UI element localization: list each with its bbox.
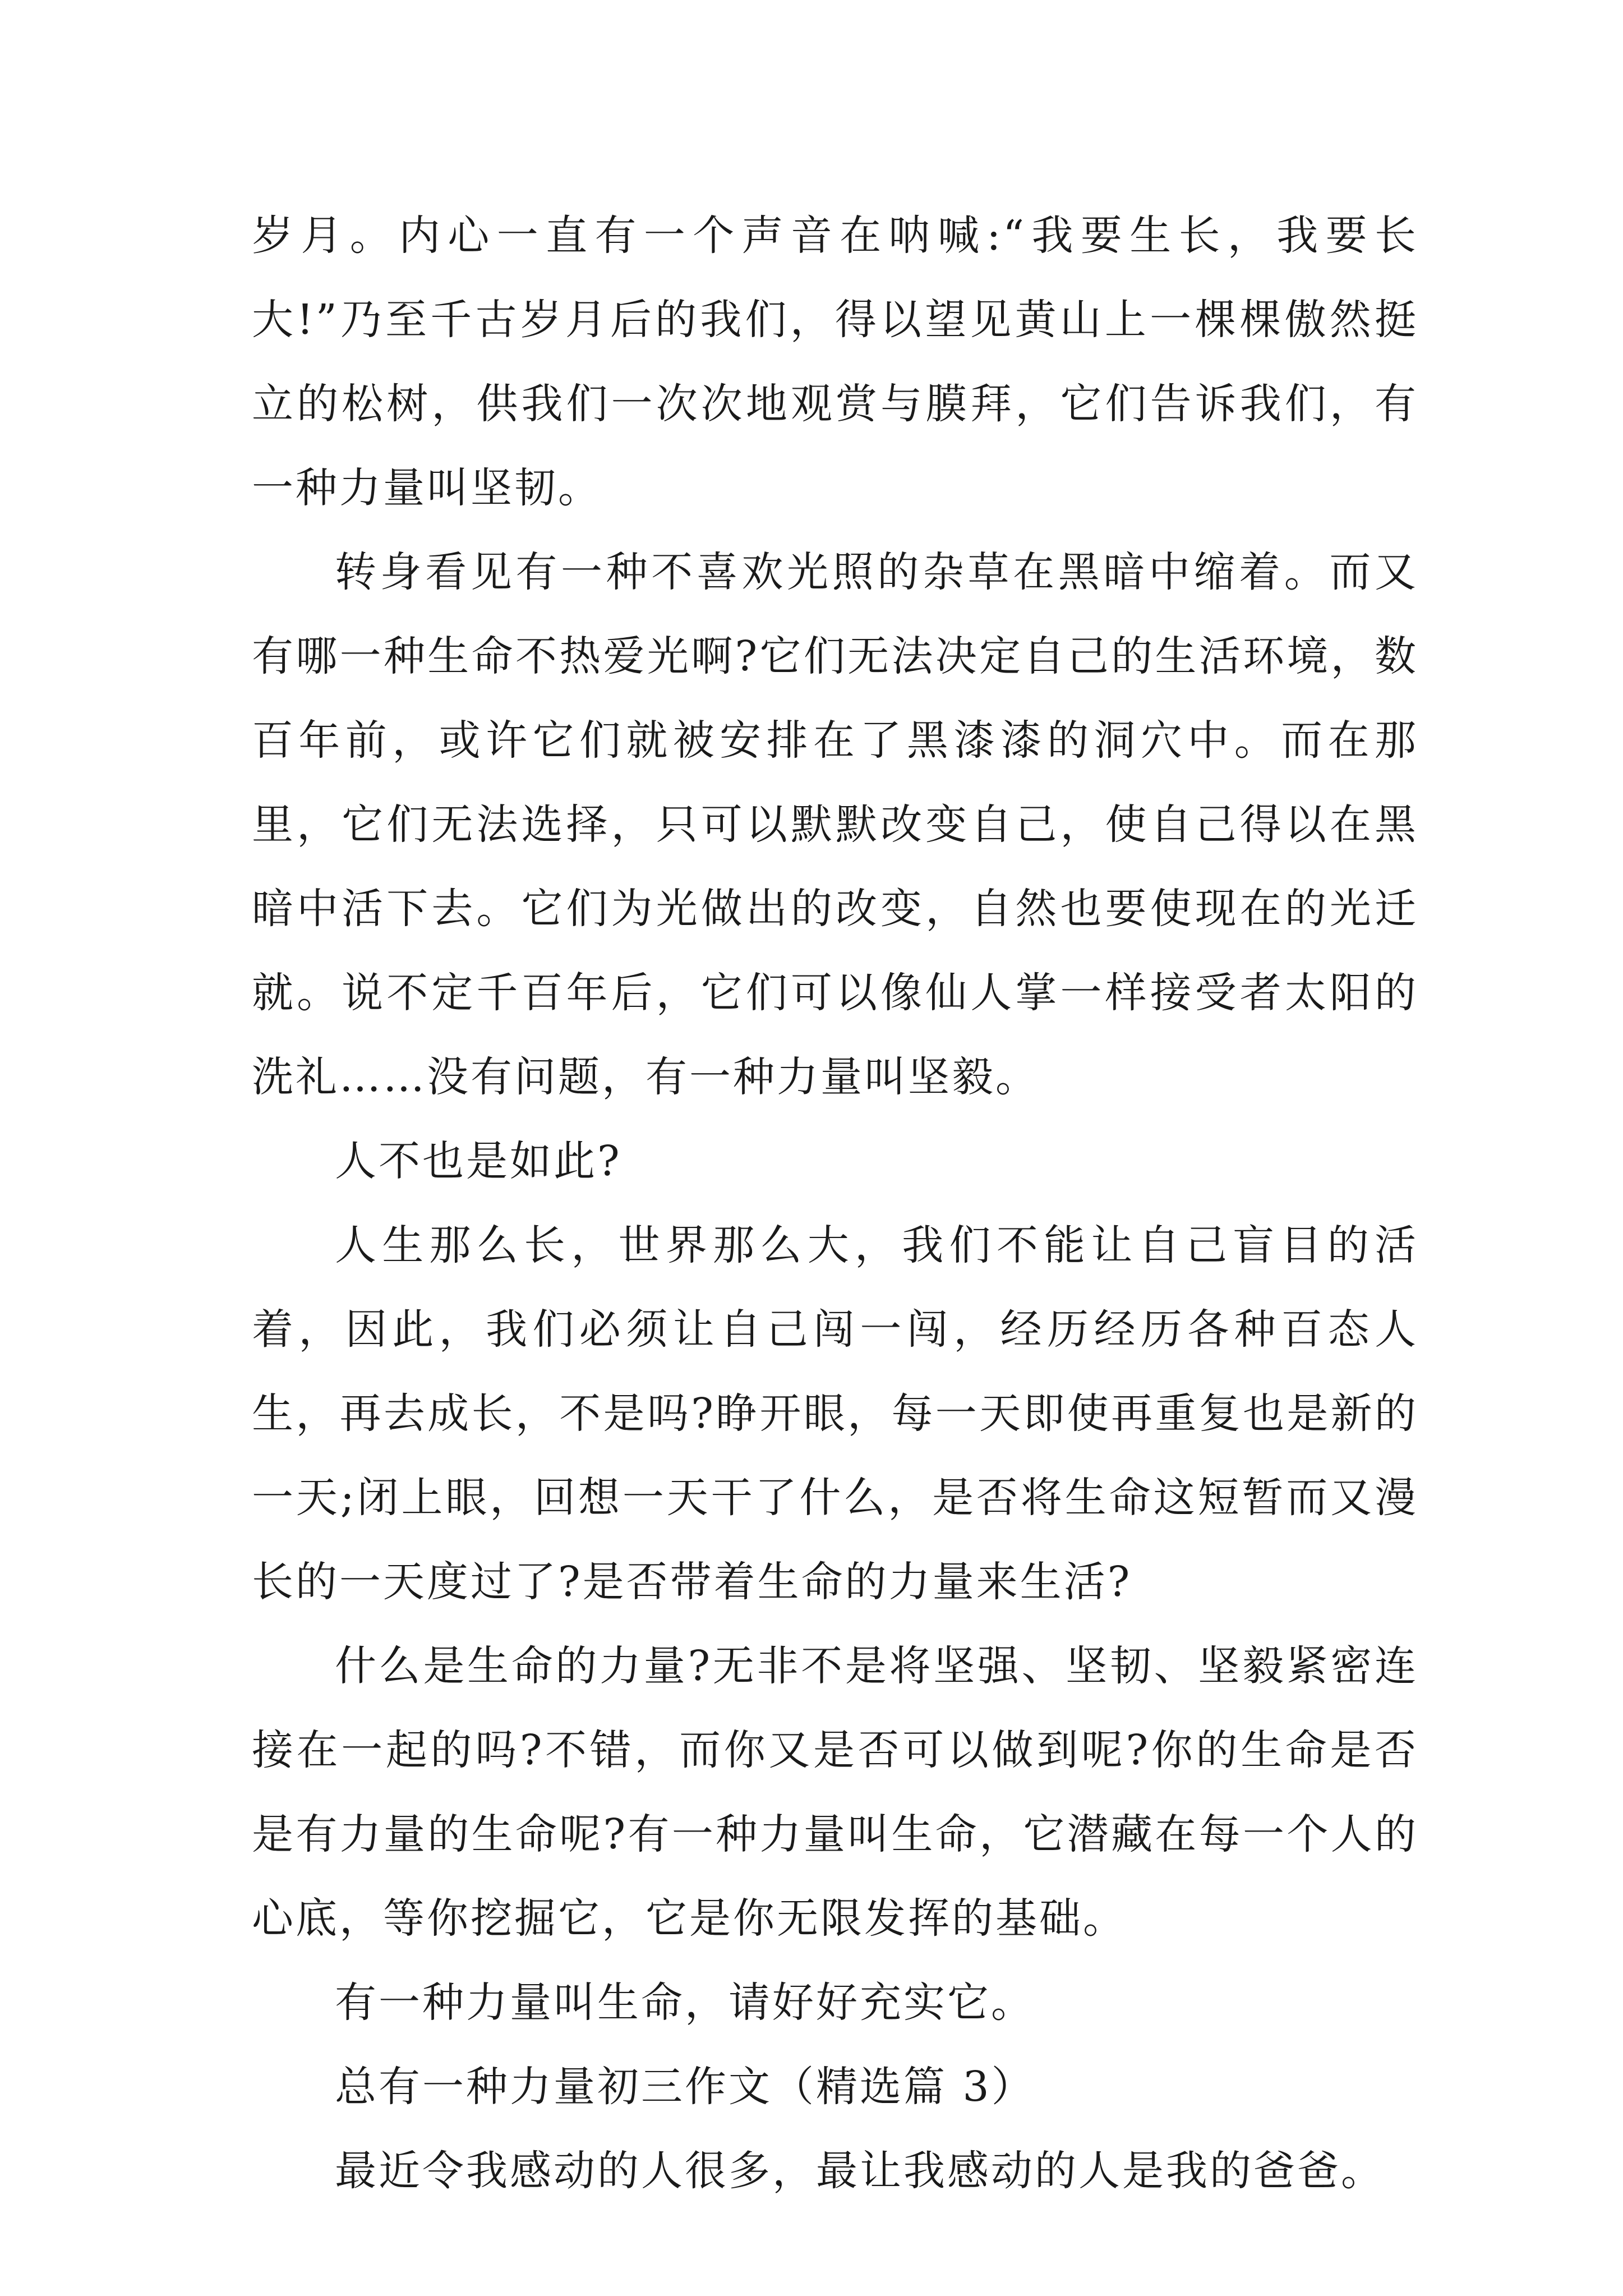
paragraph: 有一种力量叫生命，请好好充实它。 [335, 1978, 1035, 2027]
document-body [252, 194, 1418, 2213]
paragraph: 最近令我感动的人很多，最让我感动的人是我的爸爸。 [335, 2147, 1385, 2195]
paragraph: 人不也是如此? [335, 1137, 622, 1185]
paragraph-continuation: 岁月。内心一直有一个声音在呐喊:“我要生长，我要长大!”乃至千古岁月后的我们，得以望见黄山上一棵棵傲然挺立的松树，供我们一次次地观赏与膜拜，它们告诉我们，有一种力量叫坚韧。 [252, 211, 1418, 512]
section-heading: 总有一种力量初三作文（精选篇 3） [335, 2063, 1035, 2111]
paragraph: 转身看见有一种不喜欢光照的杂草在黑暗中缩着。而又有哪一种生命不热爱光啊?它们无法决定自己的生活环境，数百年前，或许它们就被安排在了黑漆漆的洞穴中。而在那里，它们无法选择，只可以默默改变自己，使自己得以在黑暗中活下去。它们为光做出的改变，自然也要使现在的光迁就。说不定千百年后，它们可以像仙人掌一样接受者太阳的洗礼……没有问题，有一种力量叫坚毅。 [252, 548, 1418, 1101]
paragraph: 什么是生命的力量?无非不是将坚强、坚韧、坚毅紧密连接在一起的吗?不错，而你又是否可以做到呢?你的生命是否是有力量的生命呢?有一种力量叫生命，它潜藏在每一个人的心底，等你挖掘它，它是你无限发挥的基础。 [252, 1642, 1418, 1943]
paragraph: 人生那么长，世界那么大，我们不能让自己盲目的活着，因此，我们必须让自己闯一闯，经历经历各种百态人生，再去成长，不是吗?睁开眼，每一天即使再重复也是新的一天;闭上眼，回想一天干了什么，是否将生命这短暂而又漫长的一天度过了?是否带着生命的力量来生活? [252, 1221, 1418, 1606]
